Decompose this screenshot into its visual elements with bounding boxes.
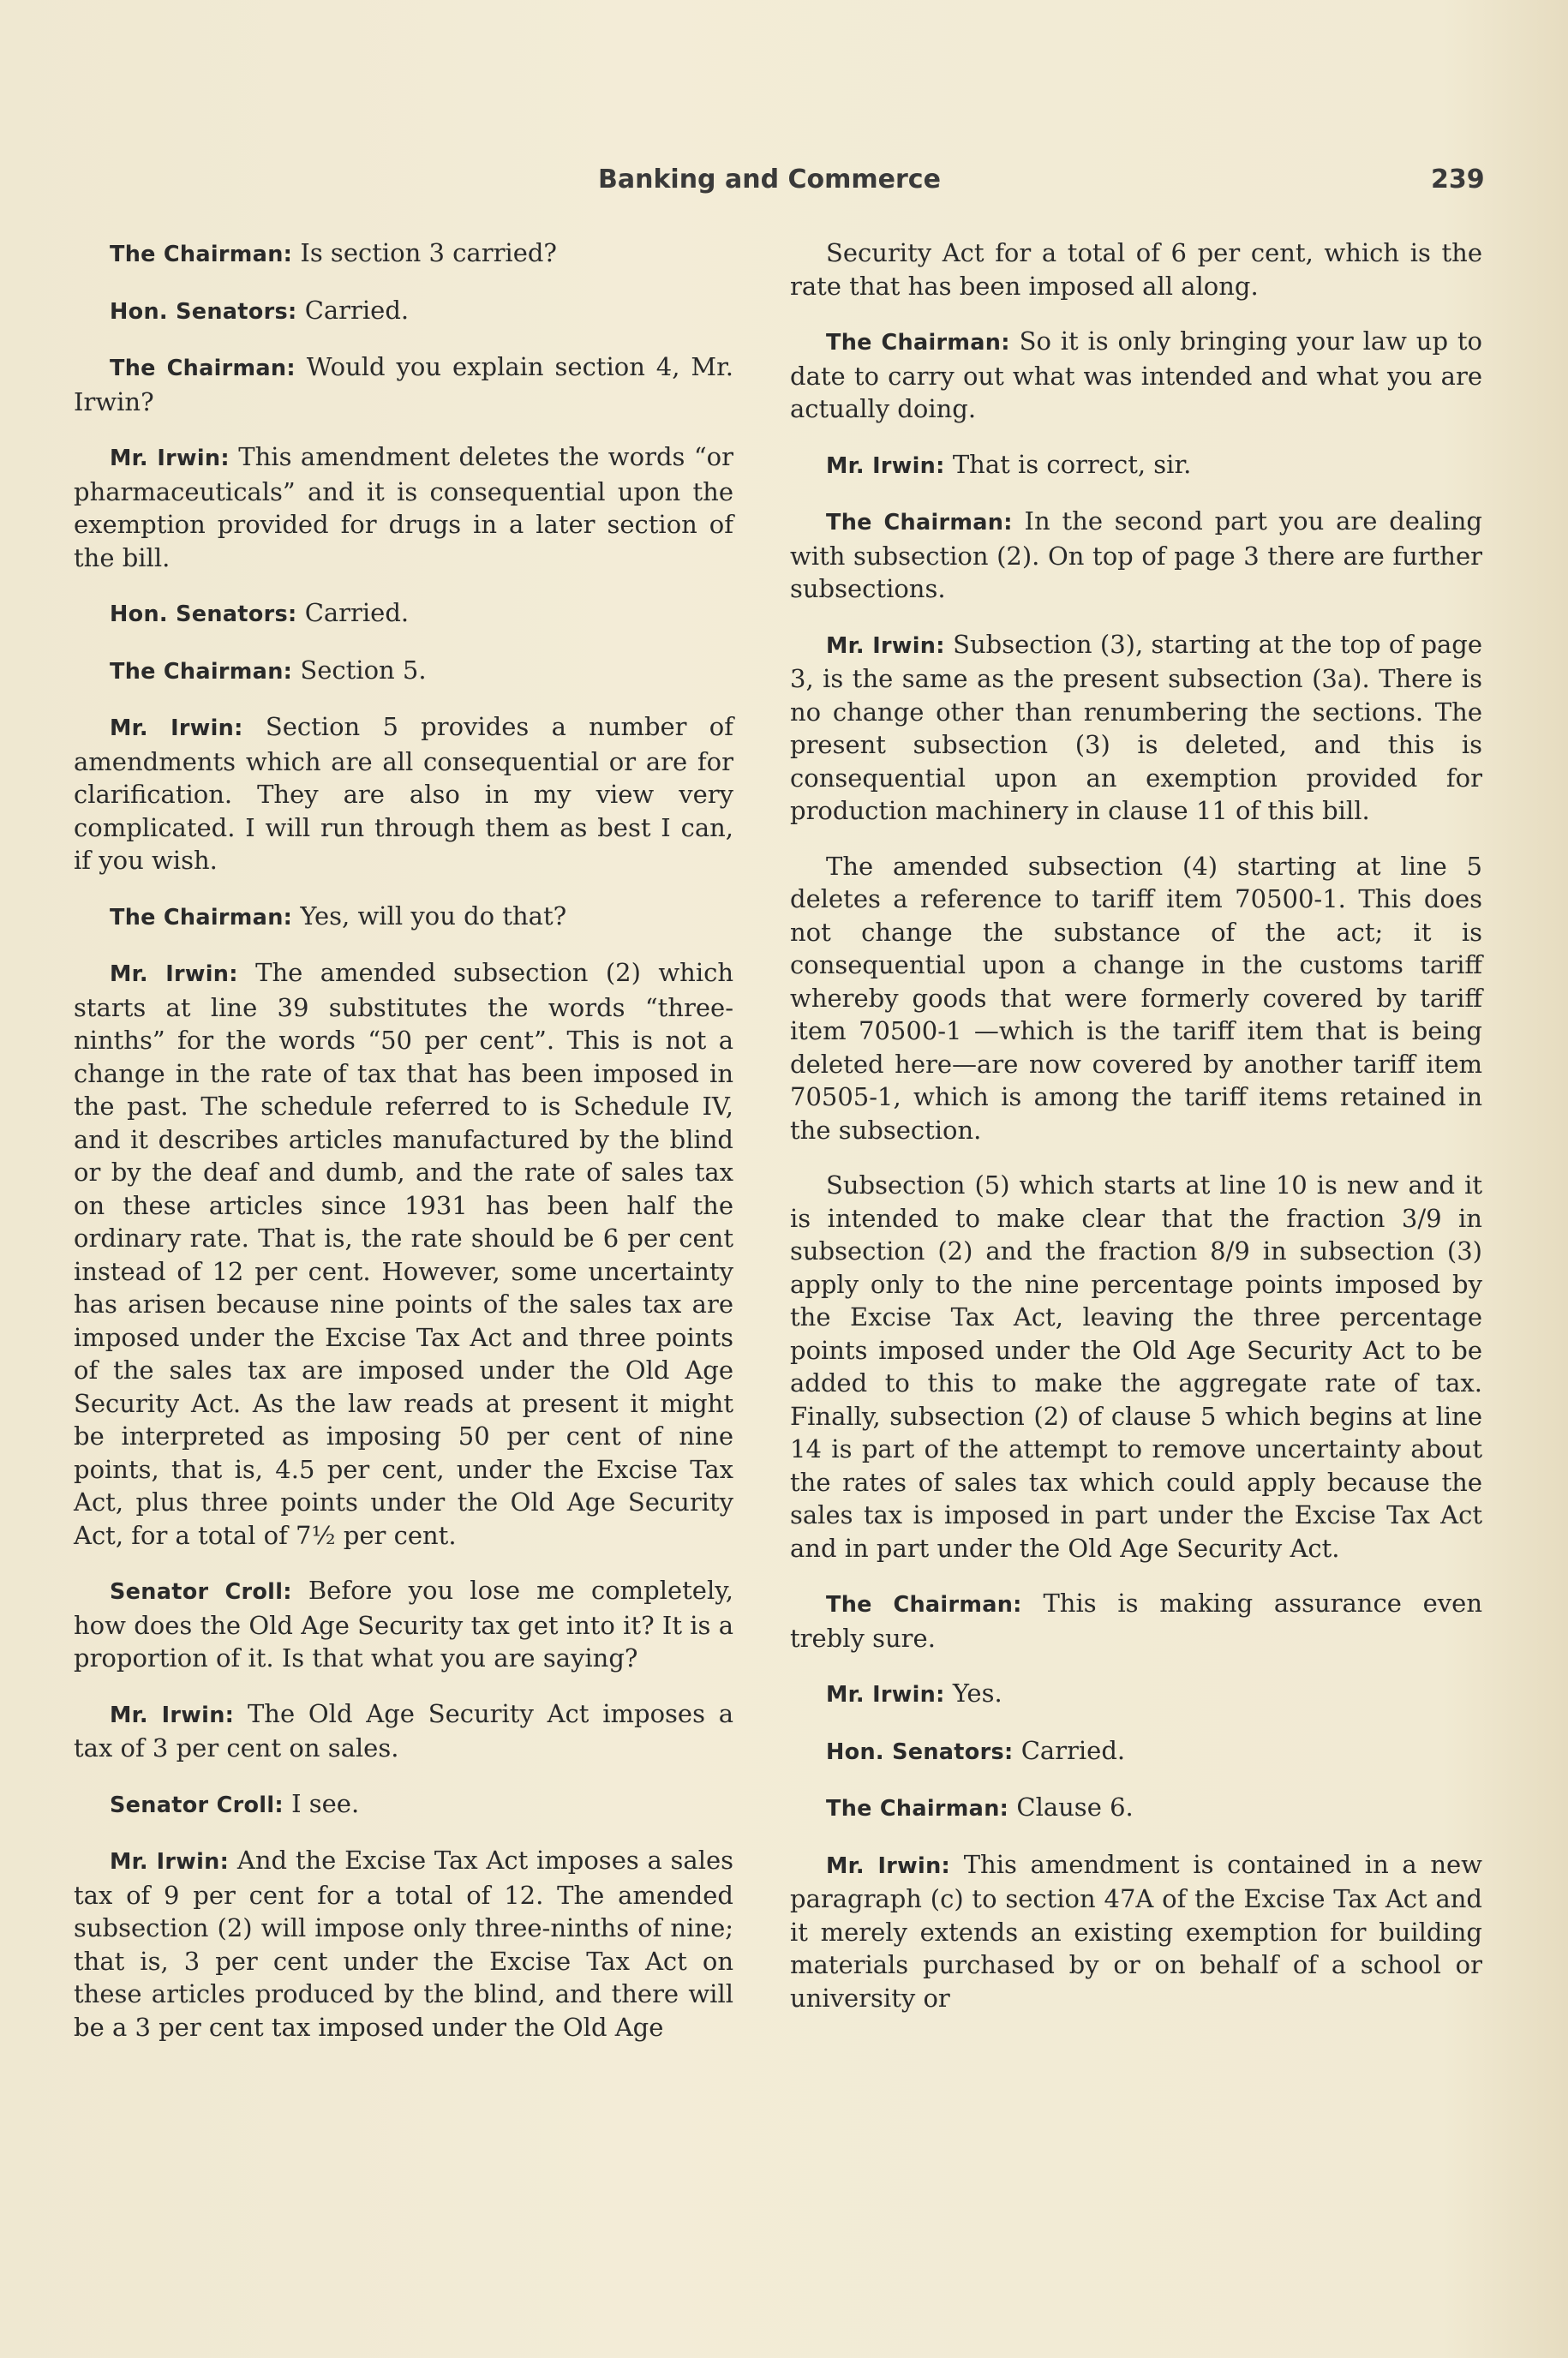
speaker-name: The Chairman: (110, 242, 293, 267)
paragraph-text: Clause 6. (1016, 1792, 1134, 1822)
paragraph-text: This amendment is contained in a new paragraph (c) to section 47A of the Excise Tax Act and it merely extends an existing exemption for building materials purchased by or on behalf of a school or university or (790, 1849, 1483, 2013)
paragraph (74, 1844, 733, 2044)
paragraph (790, 1169, 1482, 1565)
paragraph-text: Is section 3 carried? (300, 238, 557, 267)
running-header (0, 165, 1568, 207)
paragraph-text: Carried. (1020, 1735, 1126, 1765)
paragraph (790, 1587, 1482, 1655)
speaker-name: Mr. Irwin: (826, 1852, 951, 1879)
speaker-name: Senator Croll: (110, 1792, 284, 1818)
paragraph (790, 236, 1482, 302)
paragraph (790, 850, 1482, 1147)
paragraph-text: Yes, will you do that? (300, 901, 567, 931)
paragraph-text: That is correct, sir. (952, 449, 1192, 479)
speaker-name: Mr. Irwin: (826, 452, 945, 479)
speaker-name: The Chairman: (826, 330, 1010, 356)
paragraph-text: The amended subsection (2) which starts at line 39 substitutes the words “three-ninths” for the words “50 per cent”. This is not a change in the rate of tax that has been imposed in the past. The schedule referred to is Schedule IV, and it describes articles manufactured by the blind or by the deaf and dumb, and the rate of sales tax on these articles since 1931 has been half the ordinary rate. That is, the rate should be 6 per cent instead of 12 per cent. However, some uncertainty has arisen because nine points of the sales tax are imposed under the Excise Tax Act and three points of the sales tax are imposed under the Old Age Security Act. As the law reads at present it might be interpreted as imposing 50 per cent of nine points, that is, 4.5 per cent, under the Excise Tax Act, plus three points under the Old Age Security Act, for a total of 7½ per cent. (74, 958, 734, 1550)
paragraph-text: Before you lose me completely, how does the Old Age Security tax get into it? It is a proportion of it. Is that what you are saying? (74, 1576, 733, 1673)
paragraph-text: I see. (291, 1788, 360, 1818)
paragraph-text: This amendment deletes the words “or pharmaceuticals” and it is consequential upon the exemption provided for drugs in a later section of the bill. (74, 442, 733, 572)
paragraph (790, 505, 1482, 606)
paragraph (74, 956, 733, 1552)
speaker-name: The Chairman: (110, 658, 293, 685)
paragraph (790, 1848, 1482, 2015)
speaker-name: The Chairman: (826, 1796, 1009, 1822)
paragraph-text: Subsection (3), starting at the top of page 3, is the same as the present subsection (3a). There is no change other than renumbering the sections. The present subsection (3) is deleted, and this is consequential upon an exemption provided for production machinery in clause 11 of this bill. (790, 629, 1483, 825)
speaker-name: The Chairman: (826, 1592, 1022, 1618)
left-column (74, 236, 733, 2066)
speaker-name: Mr. Irwin: (110, 961, 238, 987)
paragraph (790, 1734, 1482, 1769)
speaker-name: Mr. Irwin: (826, 1682, 945, 1708)
page-number: 239 (1431, 165, 1485, 195)
paragraph (74, 1697, 733, 1765)
paragraph (74, 294, 733, 329)
paragraph (74, 236, 733, 272)
paragraph (790, 448, 1482, 483)
paragraph-text: The Old Age Security Act imposes a tax of 3 per cent on sales. (74, 1698, 734, 1763)
paragraph-text: So it is only bringing your law up to date to carry out what was intended and what you are actually doing. (790, 326, 1482, 423)
paragraph-text: Section 5. (300, 655, 427, 685)
paragraph (74, 1787, 733, 1822)
header-title: Banking and Commerce (598, 165, 941, 195)
paragraph (74, 654, 733, 689)
speaker-name: The Chairman: (826, 510, 1013, 536)
paragraph (790, 325, 1482, 426)
paragraph-text: In the second part you are dealing with subsection (2). On top of page 3 there are further subsections. (790, 506, 1482, 603)
paragraph-text: Subsection (5) which starts at line 10 is new and it is intended to make clear that the fraction 3/9 in subsection (2) and the fraction 8/9 in subsection (3) apply only to the nine percentage points imposed by the Excise Tax Act, leaving the three percentage points imposed under the Old Age Security Act to be added to this to make the aggregate rate of tax. Finally, subsection (2) of clause 5 which begins at line 14 is part of the attempt to remove uncertainty about the rates of sales tax which could apply because the sales tax is imposed in part under the Excise Tax Act and in part under the Old Age Security Act. (790, 1170, 1482, 1563)
paragraph-text: Section 5 provides a number of amendments which are all consequential or are for clarification. They are also in my view very complicated. I will run through them as best I can, if you wish. (74, 712, 733, 875)
speaker-name: The Chairman: (110, 356, 296, 381)
speaker-name: The Chairman: (110, 904, 293, 931)
paragraph-text: Carried. (304, 598, 410, 627)
speaker-name: Hon. Senators: (110, 601, 297, 627)
paragraph (74, 440, 733, 574)
speaker-name: Mr. Irwin: (110, 715, 243, 741)
speaker-name: Mr. Irwin: (110, 1702, 235, 1728)
paragraph-text: Carried. (304, 295, 410, 325)
speaker-name: Hon. Senators: (826, 1739, 1014, 1765)
speaker-name: Mr. Irwin: (826, 632, 945, 659)
paragraph (74, 1574, 733, 1675)
speaker-name: Mr. Irwin: (110, 1849, 230, 1875)
paragraph (790, 628, 1482, 828)
speaker-name: Mr. Irwin: (110, 446, 230, 471)
paragraph-text: Security Act for a total of 6 per cent, which is the rate that has been imposed all along. (790, 238, 1482, 301)
paragraph (74, 596, 733, 631)
paragraph (790, 1677, 1482, 1712)
paragraph-text: This is making assurance even trebly sure. (790, 1589, 1482, 1653)
speaker-name: Senator Croll: (110, 1579, 292, 1605)
paragraph-text: Would you explain section 4, Mr. Irwin? (74, 352, 733, 416)
right-column (790, 236, 1482, 2037)
paragraph-text: And the Excise Tax Act imposes a sales tax of 9 per cent for a total of 12. The amended subsection (2) will impose only three-ninths of nine; that is, 3 per cent under the Excise Tax Act on these articles produced by the blind, and there will be a 3 per cent tax imposed under the Old Age (74, 1846, 734, 2042)
paragraph (74, 710, 733, 877)
paragraph (74, 900, 733, 935)
paragraph-text: Yes. (952, 1679, 1002, 1708)
paragraph-text: The amended subsection (4) starting at line 5 deletes a reference to tariff item 70500-1. This does not change the substance of the act; it is consequential upon a change in the customs tariff whereby goods that were formerly covered by tariff item 70500-1 —which is the tariff item that is being deleted here—are now covered by another tariff item 70505-1, which is among the tariff items retained in the subsection. (790, 851, 1482, 1145)
paragraph (790, 1791, 1482, 1826)
speaker-name: Hon. Senators: (110, 298, 297, 325)
paragraph (74, 350, 733, 418)
